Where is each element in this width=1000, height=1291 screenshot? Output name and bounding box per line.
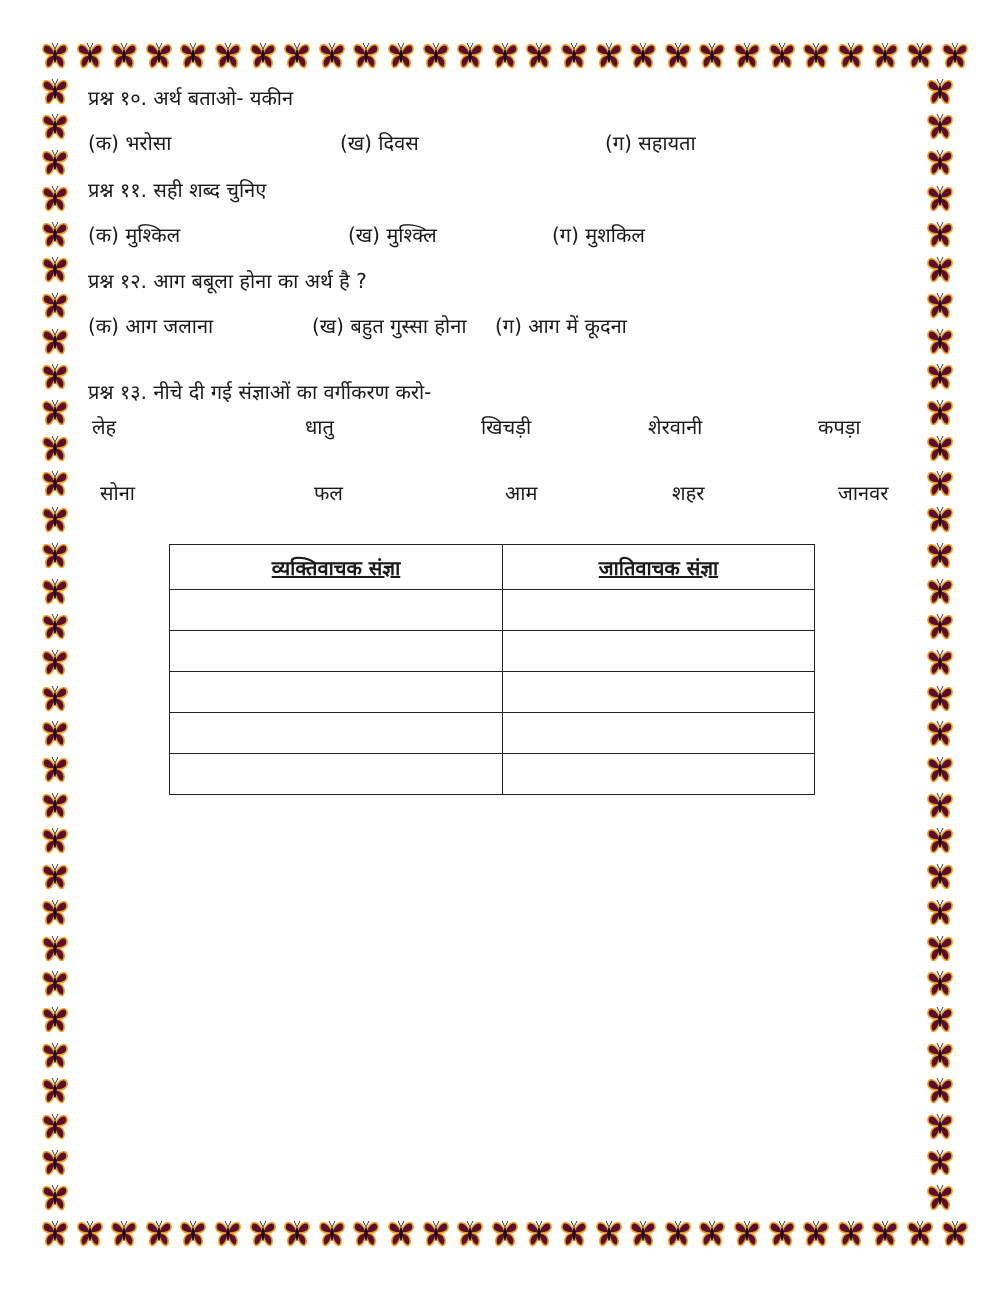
butterfly-icon — [178, 1218, 208, 1248]
q10-option-ga: (ग) सहायता — [605, 131, 696, 155]
butterfly-icon — [697, 40, 727, 70]
butterfly-icon — [317, 1218, 347, 1248]
butterfly-icon — [594, 1218, 624, 1248]
butterfly-icon — [925, 611, 955, 641]
butterfly-icon — [40, 397, 70, 427]
butterfly-icon — [351, 1218, 381, 1248]
butterfly-icon — [40, 897, 70, 927]
butterfly-icon — [905, 40, 935, 70]
butterfly-icon — [628, 1218, 658, 1248]
word-khichdi: खिचड़ी — [481, 415, 532, 439]
butterfly-icon — [925, 1182, 955, 1212]
butterfly-icon — [925, 683, 955, 713]
butterfly-icon — [925, 326, 955, 356]
butterfly-icon — [40, 76, 70, 106]
butterfly-icon — [836, 40, 866, 70]
butterfly-icon — [40, 1075, 70, 1105]
word-shahar: शहर — [672, 481, 705, 505]
butterfly-icon — [386, 40, 416, 70]
butterfly-icon — [40, 933, 70, 963]
butterfly-icon — [421, 1218, 451, 1248]
butterfly-icon — [925, 718, 955, 748]
butterfly-icon — [144, 40, 174, 70]
butterfly-icon — [109, 40, 139, 70]
butterfly-icon — [40, 361, 70, 391]
butterfly-icon — [663, 1218, 693, 1248]
jativachak-cell[interactable] — [503, 631, 815, 672]
q11-option-ka: (क) मुश्किल — [88, 223, 181, 247]
butterfly-icon — [925, 504, 955, 534]
butterfly-icon — [925, 540, 955, 570]
butterfly-icon — [144, 1218, 174, 1248]
butterfly-icon — [40, 1004, 70, 1034]
header-vyaktivachak: व्यक्तिवाचक संज्ञा — [170, 545, 503, 590]
butterfly-icon — [925, 825, 955, 855]
butterfly-icon — [40, 326, 70, 356]
butterfly-icon — [870, 1218, 900, 1248]
butterfly-icon — [75, 40, 105, 70]
word-aam: आम — [505, 481, 538, 505]
butterfly-icon — [40, 861, 70, 891]
q12-option-kha: (ख) बहुत गुस्सा होना — [312, 314, 467, 338]
table-row — [170, 754, 815, 795]
butterfly-icon — [925, 1111, 955, 1141]
butterfly-icon — [490, 1218, 520, 1248]
butterfly-icon — [925, 468, 955, 498]
butterfly-icon — [925, 76, 955, 106]
butterfly-icon — [248, 40, 278, 70]
q10-option-ka: (क) भरोसा — [88, 131, 172, 155]
butterfly-icon — [925, 1004, 955, 1034]
butterfly-icon — [40, 254, 70, 284]
butterfly-icon — [559, 1218, 589, 1248]
classification-table — [169, 544, 815, 795]
butterfly-icon — [455, 1218, 485, 1248]
q12-question: प्रश्न १२. आग बबूला होना का अर्थ है ? — [88, 269, 367, 293]
butterfly-icon — [40, 683, 70, 713]
butterfly-icon — [421, 40, 451, 70]
butterfly-icon — [455, 40, 485, 70]
butterfly-icon — [40, 825, 70, 855]
butterfly-icon — [925, 1147, 955, 1177]
q11-question: प्रश्न ११. सही शब्द चुनिए — [88, 178, 267, 202]
q12-option-ga: (ग) आग में कूदना — [495, 314, 627, 338]
butterfly-icon — [40, 504, 70, 534]
butterfly-icon — [40, 1147, 70, 1177]
jativachak-cell[interactable] — [503, 672, 815, 713]
butterfly-icon — [40, 1111, 70, 1141]
butterfly-icon — [925, 1040, 955, 1070]
butterfly-icon — [801, 40, 831, 70]
butterfly-icon — [40, 647, 70, 677]
butterfly-icon — [40, 576, 70, 606]
q10-option-kha: (ख) दिवस — [340, 131, 419, 155]
butterfly-icon — [836, 1218, 866, 1248]
butterfly-icon — [925, 861, 955, 891]
vyaktivachak-cell[interactable] — [170, 672, 503, 713]
butterfly-icon — [40, 433, 70, 463]
butterfly-icon — [490, 40, 520, 70]
vyaktivachak-cell[interactable] — [170, 713, 503, 754]
word-kapda: कपड़ा — [818, 415, 861, 439]
butterfly-icon — [870, 40, 900, 70]
butterfly-icon — [925, 790, 955, 820]
vyaktivachak-cell[interactable] — [170, 631, 503, 672]
butterfly-icon — [732, 40, 762, 70]
butterfly-icon — [767, 1218, 797, 1248]
table-header-row — [170, 545, 815, 590]
butterfly-icon — [40, 540, 70, 570]
butterfly-icon — [594, 40, 624, 70]
butterfly-icon — [386, 1218, 416, 1248]
butterfly-icon — [925, 111, 955, 141]
butterfly-icon — [925, 397, 955, 427]
vyaktivachak-cell[interactable] — [170, 590, 503, 631]
butterfly-icon — [925, 147, 955, 177]
butterfly-icon — [940, 40, 970, 70]
butterfly-icon — [282, 40, 312, 70]
vyaktivachak-cell[interactable] — [170, 754, 503, 795]
butterfly-icon — [767, 40, 797, 70]
butterfly-icon — [40, 290, 70, 320]
butterfly-icon — [40, 1040, 70, 1070]
header-jativachak: जातिवाचक संज्ञा — [503, 545, 815, 590]
q13-question: प्रश्न १३. नीचे दी गई संज्ञाओं का वर्गीकरण करो- — [88, 380, 432, 404]
butterfly-icon — [524, 1218, 554, 1248]
butterfly-icon — [40, 40, 70, 70]
butterfly-icon — [213, 40, 243, 70]
jativachak-cell[interactable] — [503, 713, 815, 754]
butterfly-icon — [40, 790, 70, 820]
butterfly-icon — [40, 968, 70, 998]
butterfly-icon — [925, 183, 955, 213]
butterfly-icon — [109, 1218, 139, 1248]
butterfly-icon — [178, 40, 208, 70]
butterfly-icon — [40, 147, 70, 177]
word-dhatu: धातु — [305, 415, 334, 439]
butterfly-icon — [925, 897, 955, 927]
butterfly-icon — [925, 1075, 955, 1105]
butterfly-icon — [925, 433, 955, 463]
butterfly-icon — [628, 40, 658, 70]
table-row — [170, 631, 815, 672]
butterfly-icon — [732, 1218, 762, 1248]
word-janwar: जानवर — [838, 481, 889, 505]
q11-option-ga: (ग) मुशकिल — [552, 223, 645, 247]
butterfly-icon — [40, 1218, 70, 1248]
table-row — [170, 590, 815, 631]
butterfly-icon — [925, 219, 955, 249]
q11-option-kha: (ख) मुश्क्लि — [348, 223, 437, 247]
butterfly-icon — [925, 647, 955, 677]
butterfly-icon — [248, 1218, 278, 1248]
butterfly-icon — [40, 183, 70, 213]
butterfly-icon — [40, 468, 70, 498]
q12-option-ka: (क) आग जलाना — [88, 314, 214, 338]
butterfly-icon — [317, 40, 347, 70]
butterfly-icon — [697, 1218, 727, 1248]
butterfly-icon — [282, 1218, 312, 1248]
table-row — [170, 672, 815, 713]
word-sherwani: शेरवानी — [648, 415, 703, 439]
butterfly-icon — [801, 1218, 831, 1248]
butterfly-icon — [40, 754, 70, 784]
butterfly-icon — [925, 968, 955, 998]
butterfly-icon — [663, 40, 693, 70]
butterfly-icon — [40, 111, 70, 141]
butterfly-icon — [925, 254, 955, 284]
butterfly-icon — [40, 1182, 70, 1212]
butterfly-icon — [925, 754, 955, 784]
word-phal: फल — [314, 481, 343, 505]
word-leh: लेह — [92, 415, 117, 439]
jativachak-cell[interactable] — [503, 754, 815, 795]
butterfly-icon — [40, 718, 70, 748]
jativachak-cell[interactable] — [503, 590, 815, 631]
butterfly-icon — [940, 1218, 970, 1248]
butterfly-icon — [925, 361, 955, 391]
butterfly-icon — [75, 1218, 105, 1248]
butterfly-icon — [559, 40, 589, 70]
butterfly-icon — [213, 1218, 243, 1248]
butterfly-icon — [925, 933, 955, 963]
butterfly-icon — [905, 1218, 935, 1248]
butterfly-icon — [351, 40, 381, 70]
table-row — [170, 713, 815, 754]
butterfly-icon — [40, 219, 70, 249]
butterfly-icon — [925, 290, 955, 320]
butterfly-icon — [925, 576, 955, 606]
butterfly-icon — [40, 611, 70, 641]
word-sona: सोना — [100, 481, 135, 505]
q10-question: प्रश्न १०. अर्थ बताओ- यकीन — [88, 86, 294, 110]
butterfly-icon — [524, 40, 554, 70]
